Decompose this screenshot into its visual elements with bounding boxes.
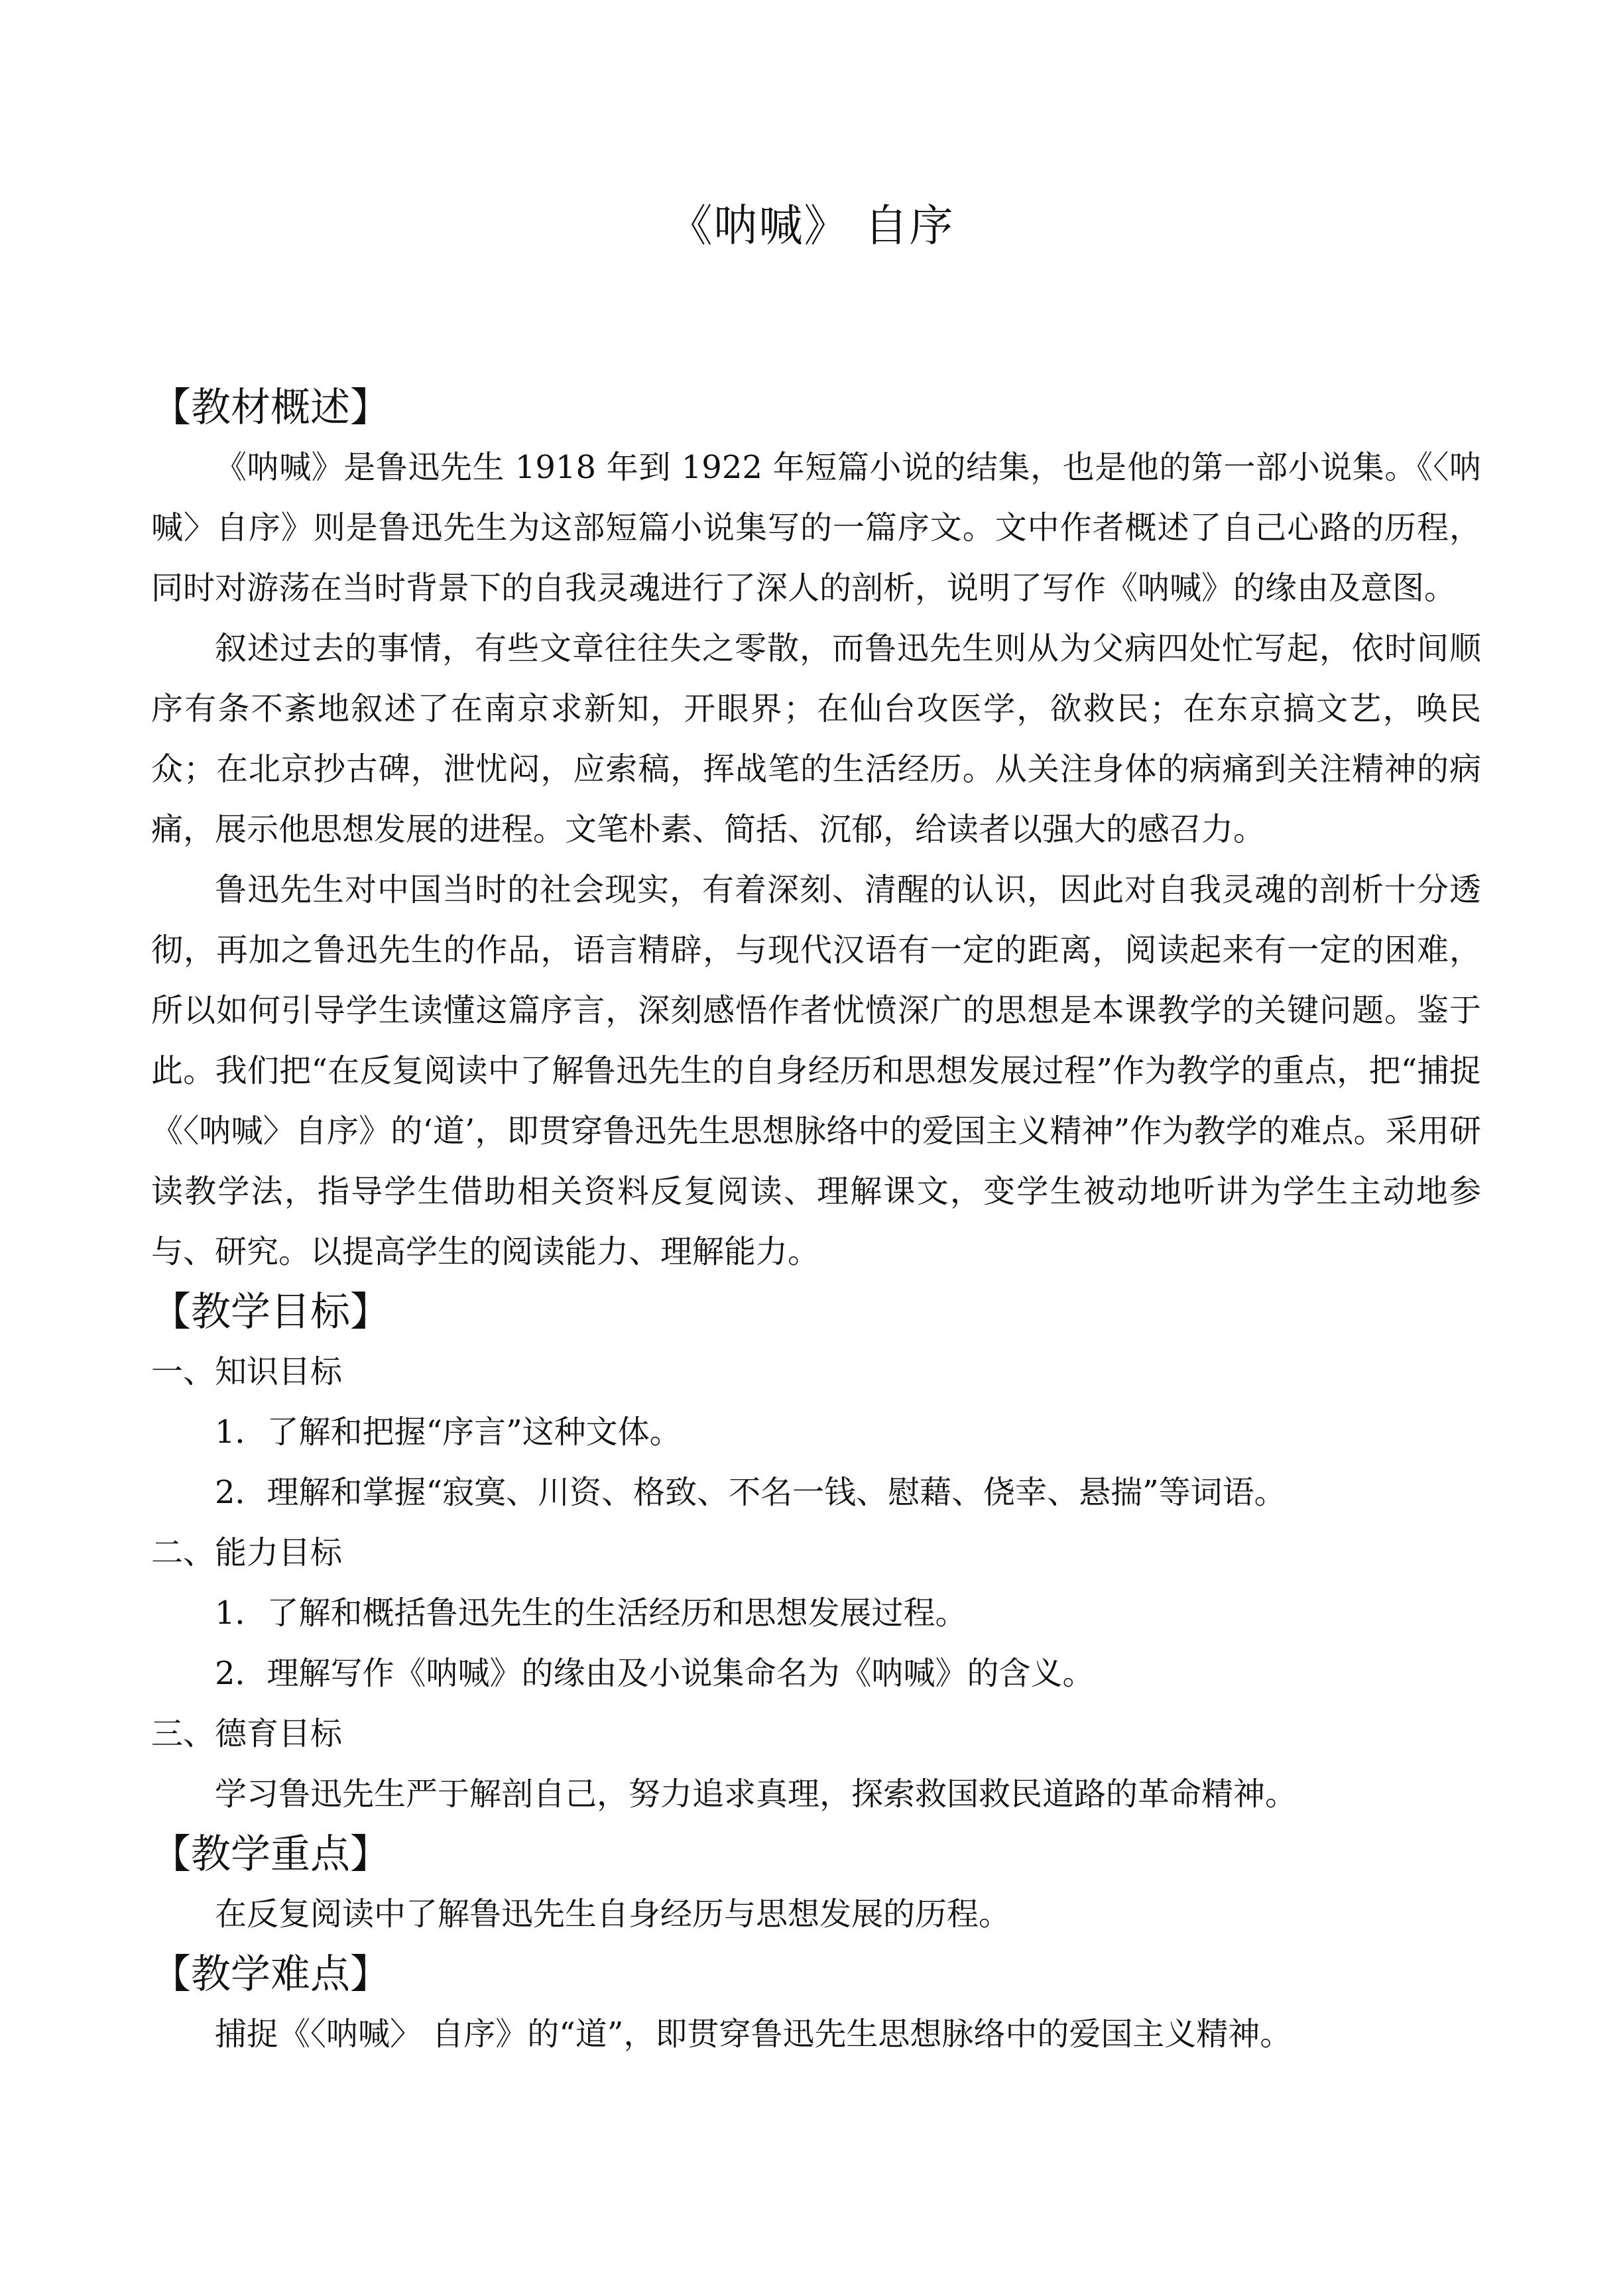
document-title: 《呐喊》 自序 xyxy=(668,200,955,251)
overview-paragraph-1: 《呐喊》是鲁迅先生 1918 年到 1922 年短篇小说的结集，也是他的第一部小说集。《〈呐喊〉自序》则是鲁迅先生为这部短篇小说集写的一篇序文。文中作者概述了自己心路的历程，同时对游荡在当时背景下的自我灵魂进行了深人的剖析，说明了写作《呐喊》的缘由及意图。 xyxy=(151,449,1481,607)
goals-heading: 【教学目标】 xyxy=(151,1289,390,1335)
ability-goals-title: 二、能力目标 xyxy=(151,1534,343,1571)
document-body xyxy=(151,378,1481,2065)
knowledge-goal-item: 1．了解和把握“序言”这种文体。 xyxy=(215,1414,682,1451)
overview-paragraph-2: 叙述过去的事情，有些文章往往失之零散，而鲁迅先生则从为父病四处忙写起，依时间顺序有条不紊地叙述了在南京求新知，开眼界；在仙台攻医学，欲救民；在东京搞文艺，唤民众；在北京抄古碑，泄忧闷，应索稿，挥战笔的生活经历。从关注身体的病痛到关注精神的病痛，展示他思想发展的进程。文笔朴素、简括、沉郁，给读者以强大的感召力。 xyxy=(151,630,1481,848)
moral-goals-title: 三、德育目标 xyxy=(151,1715,343,1752)
overview-paragraph-3: 鲁迅先生对中国当时的社会现实，有着深刻、清醒的认识，因此对自我灵魂的剖析十分透彻，再加之鲁迅先生的作品，语言精辟，与现代汉语有一定的距离，阅读起来有一定的困难，所以如何引导学生读懂这篇序言，深刻感悟作者忧愤深广的思想是本课教学的关键问题。鉴于此。我们把“在反复阅读中了解鲁迅先生的自身经历和思想发展过程”作为教学的重点，把“捕捉《〈呐喊〉自序》的‘道’，即贯穿鲁迅先生思想脉络中的爱国主义精神”作为教学的难点。采用研读教学法，指导学生借助相关资料反复阅读、理解课文，变学生被动地听讲为学生主动地参与、研究。以提高学生的阅读能力、理解能力。 xyxy=(151,871,1481,1270)
difficulty-text: 捕捉《〈呐喊〉 自序》的“道”，即贯穿鲁迅先生思想脉络中的爱国主义精神。 xyxy=(215,2016,1292,2053)
knowledge-goal-item: 2．理解和掌握“寂寞、川资、格致、不名一钱、慰藉、侥幸、悬揣”等词语。 xyxy=(215,1474,1286,1511)
key-point-text: 在反复阅读中了解鲁迅先生自身经历与思想发展的历程。 xyxy=(215,1896,1011,1933)
knowledge-goals-title: 一、知识目标 xyxy=(151,1353,343,1390)
ability-goal-item: 2．理解写作《呐喊》的缘由及小说集命名为《呐喊》的含义。 xyxy=(215,1655,1095,1692)
moral-goal-text: 学习鲁迅先生严于解剖自己，努力追求真理，探索救国救民道路的革命精神。 xyxy=(215,1776,1297,1813)
difficulty-heading: 【教学难点】 xyxy=(151,1951,390,1998)
key-point-heading: 【教学重点】 xyxy=(151,1831,390,1878)
ability-goal-item: 1．了解和概括鲁迅先生的生活经历和思想发展过程。 xyxy=(215,1595,967,1632)
overview-heading: 【教材概述】 xyxy=(151,385,390,431)
